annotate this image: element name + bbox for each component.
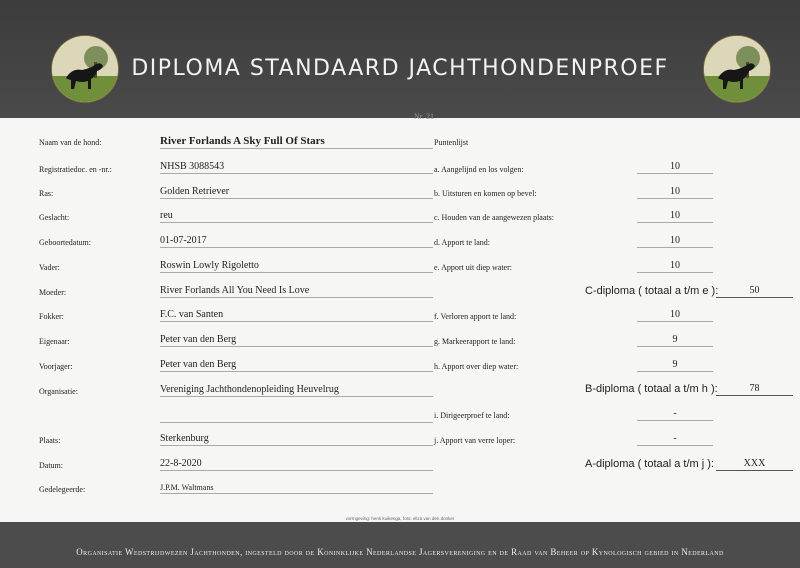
field-label-moeder: Moeder: [39, 288, 67, 297]
field-label-plaats: Plaats: [39, 436, 61, 445]
field-label-datum: Datum: [39, 461, 63, 470]
c-diploma-value: 50 [716, 285, 793, 298]
score-value-c: 10 [637, 210, 713, 223]
score-value-g: 9 [637, 334, 713, 347]
c-diploma-label: C-diploma ( totaal a t/m e ): [585, 285, 719, 297]
field-label-organisatie: Organisatie: [39, 387, 78, 396]
b-diploma-value: 78 [716, 383, 793, 396]
score-value-d: 10 [637, 235, 713, 248]
score-label-i: i. Dirigeerproef te land: [434, 411, 510, 420]
score-value-i: - [637, 408, 713, 421]
field-value-vader: Roswin Lowly Rigoletto [160, 260, 433, 273]
score-label-c: c. Houden van de aangewezen plaats: [434, 213, 554, 222]
puntenlijst-title: Puntenlijst [434, 138, 469, 147]
footer-banner [0, 522, 800, 568]
header-banner [0, 0, 800, 118]
field-label-voorjager: Voorjager: [39, 362, 73, 371]
score-label-d: d. Apport te land: [434, 238, 490, 247]
score-label-j: j. Apport van verre loper: [434, 436, 516, 445]
field-label-geslacht: Geslacht: [39, 213, 70, 222]
diploma-title: DIPLOMA STANDAARD JACHTHONDENPROEF [131, 56, 669, 81]
field-value-naam: River Forlands A Sky Full Of Stars [160, 135, 433, 149]
retriever-dog-logo-icon [704, 36, 770, 102]
field-value-organisatie: Vereniging Jachthondenopleiding Heuvelrug [160, 384, 433, 397]
a-diploma-value: XXX [716, 458, 793, 471]
design-credit: vormgeving: henk kuikenga, foto: eliza van den donker [345, 516, 455, 521]
field-value-gedelegeerde: J.P.M. Waltmans [160, 483, 433, 494]
score-label-b: b. Uitsturen en komen op bevel: [434, 189, 537, 198]
diploma-number: Nr. 21 [414, 112, 434, 121]
footer-text: Organisatie Wedstrijdwezen Jachthonden, ingesteld door de Koninklijke Nederlandse Jagersvereniging en de Raad van Beheer op Kynologisch gebied in Nederland [76, 547, 724, 557]
score-value-a: 10 [637, 161, 713, 174]
b-diploma-label: B-diploma ( totaal a t/m h ): [585, 383, 718, 395]
score-label-e: e. Apport uit diep water: [434, 263, 512, 272]
field-label-vader: Vader: [39, 263, 60, 272]
score-label-a: a. Aangelijnd en los volgen: [434, 165, 524, 174]
score-label-f: f. Verloren apport te land: [434, 312, 517, 321]
field-value-moeder: River Forlands All You Need Is Love [160, 285, 433, 298]
field-value-geslacht: reu [160, 210, 433, 223]
score-value-f: 10 [637, 309, 713, 322]
field-label-gedelegeerde: Gedelegeerde: [39, 485, 86, 494]
field-value-registratie: NHSB 3088543 [160, 161, 433, 174]
score-value-b: 10 [637, 186, 713, 199]
field-label-fokker: Fokker: [39, 312, 64, 321]
field-label-ras: Ras: [39, 189, 54, 198]
field-value-eigenaar: Peter van den Berg [160, 334, 433, 347]
field-value-geboortedatum: 01-07-2017 [160, 235, 433, 248]
field-value-voorjager: Peter van den Berg [160, 359, 433, 372]
field-value-datum: 22-8-2020 [160, 458, 433, 471]
field-value-ras: Golden Retriever [160, 186, 433, 199]
field-label-eigenaar: Eigenaar: [39, 337, 70, 346]
field-label-geboortedatum: Geboortedatum: [39, 238, 91, 247]
score-value-j: - [637, 433, 713, 446]
a-diploma-label: A-diploma ( totaal a t/m j ): [585, 458, 714, 470]
score-label-h: h. Apport over diep water: [434, 362, 519, 371]
score-value-e: 10 [637, 260, 713, 273]
score-value-h: 9 [637, 359, 713, 372]
field-value-plaats: Sterkenburg [160, 433, 433, 446]
field-label-naam: Naam van de hond: [39, 138, 102, 147]
field-value-fokker: F.C. van Santen [160, 309, 433, 322]
field-value-blank [160, 409, 433, 423]
field-label-registratie: Registratiedoc. en -nr.: [39, 165, 112, 174]
score-label-g: g. Markeerapport te land: [434, 337, 516, 346]
